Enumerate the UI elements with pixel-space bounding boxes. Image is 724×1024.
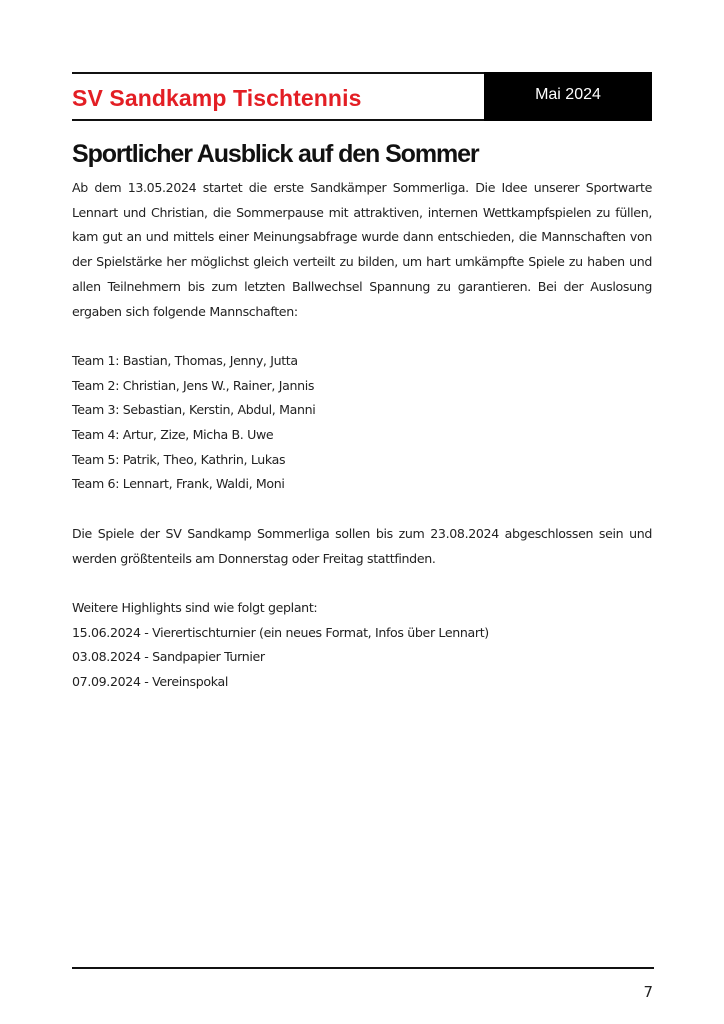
- footer-divider: [72, 967, 654, 969]
- page-header: [72, 72, 652, 121]
- highlights-section: [72, 596, 652, 695]
- highlight-item: 15.06.2024 - Vierertischturnier (ein neues Format, Infos über Lennart): [72, 624, 489, 640]
- article-body: [72, 176, 652, 695]
- schedule-section: [72, 522, 652, 571]
- issue-date-badge: Mai 2024: [484, 72, 652, 121]
- team-item: Team 3: Sebastian, Kerstin, Abdul, Manni: [72, 402, 316, 418]
- highlight-item: 03.08.2024 - Sandpapier Turnier: [72, 649, 265, 665]
- team-item: Team 2: Christian, Jens W., Rainer, Jannis: [72, 377, 315, 393]
- club-name: SV Sandkamp Tischtennis: [72, 85, 362, 111]
- team-list: [72, 349, 652, 497]
- highlights-intro: Weitere Highlights sind wie folgt geplant:: [72, 599, 318, 615]
- intro-paragraph: Ab dem 13.05.2024 startet die erste Sandkämper Sommerliga. Die Idee unserer Sportwarte Lennart und Christian, die Sommerpause mit attraktiven, internen Wettkampfspielen zu füllen, kam gut an und mittels einer Meinungsabfrage wurde dann entschieden, die Mannschaften von der Spielstärke her möglichst gleich verteilt zu bilden, um hart umkämpfte Spiele zu haben und allen Teilnehmern bis zum letzten Ballwechsel Spannung zu garantieren. Bei der Auslosung ergaben sich folgende Mannschaften:: [72, 180, 652, 319]
- article-title: Sportlicher Ausblick auf den Sommer: [72, 140, 479, 168]
- team-item: Team 6: Lennart, Frank, Waldi, Moni: [72, 476, 285, 492]
- schedule-note: Die Spiele der SV Sandkamp Sommerliga sollen bis zum 23.08.2024 abgeschlossen sein und werden größtenteils am Donnerstag oder Freitag stattfinden.: [72, 525, 652, 566]
- team-item: Team 4: Artur, Zize, Micha B. Uwe: [72, 427, 274, 443]
- page-number: 7: [643, 983, 653, 1001]
- team-item: Team 5: Patrik, Theo, Kathrin, Lukas: [72, 451, 286, 467]
- highlight-item: 07.09.2024 - Vereinspokal: [72, 674, 228, 690]
- team-item: Team 1: Bastian, Thomas, Jenny, Jutta: [72, 352, 298, 368]
